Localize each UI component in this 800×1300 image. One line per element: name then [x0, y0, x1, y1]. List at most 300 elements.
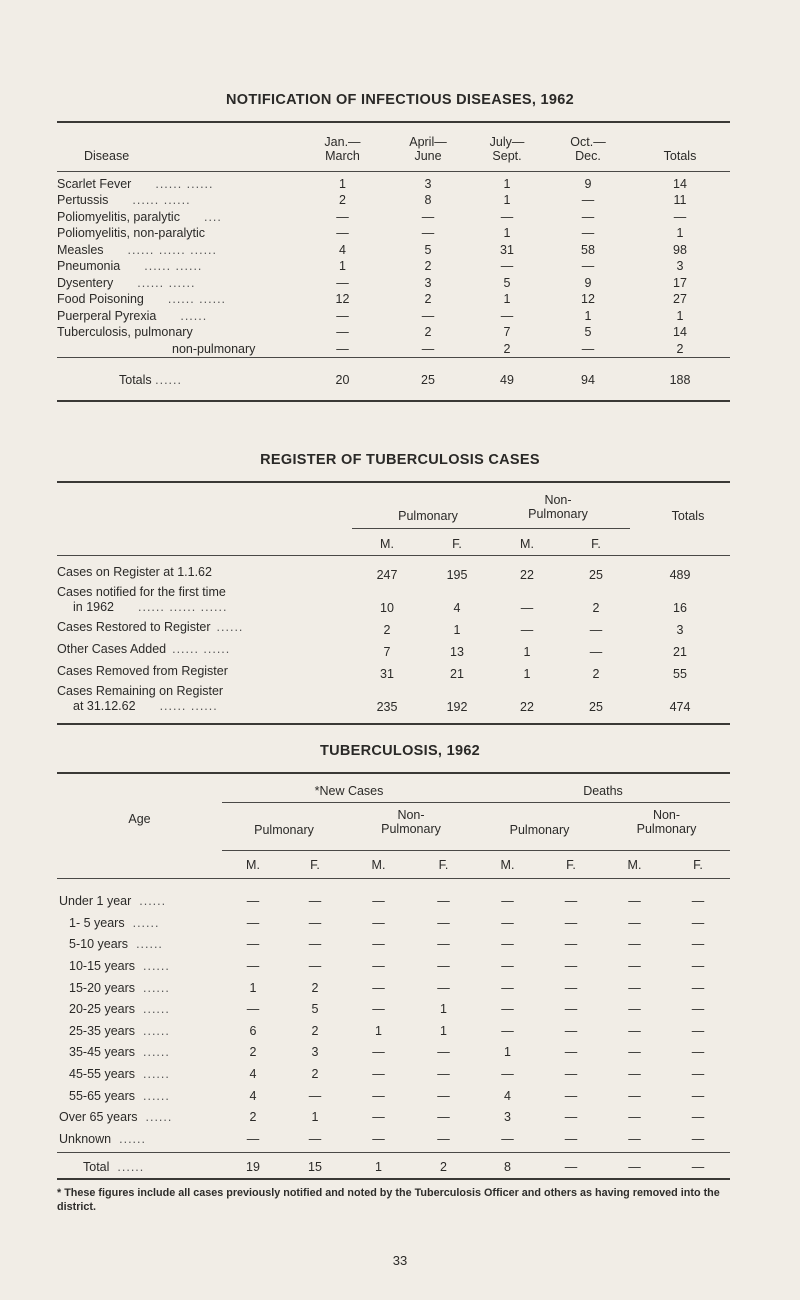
cell-value: 10 [380, 601, 394, 615]
table-row: 25-35 years ...... 6 2 1 1 — — — — [57, 1021, 730, 1043]
cell-value: 8 [504, 1160, 511, 1175]
register-label-cont: at 31.12.62 [73, 698, 136, 713]
cell-value: — [628, 1131, 641, 1146]
cell-value: — [564, 959, 578, 974]
cell-value: 21 [673, 645, 687, 659]
totals-rule [57, 1152, 730, 1153]
cell-value: — [372, 937, 385, 952]
cell-value: — [628, 959, 641, 974]
f-header: F. [566, 858, 576, 872]
cell-value: 4 [249, 1088, 257, 1103]
totals-q2: 25 [421, 373, 435, 387]
cell-value: — [564, 1023, 578, 1038]
cell-value: 1 [503, 292, 511, 307]
table-rule [57, 723, 730, 725]
cell-value: — [564, 980, 578, 995]
cell-value: — [372, 959, 385, 974]
cell-value: — [691, 1110, 705, 1125]
footnote: * These figures include all cases previously notified and noted by the Tuberculosis Officer and others as having removed into the district. [57, 1187, 720, 1213]
cell-value: 3 [504, 1110, 511, 1125]
totals-total: 188 [669, 373, 691, 387]
cell-value: — [501, 1131, 514, 1146]
table-row: Cases Remaining on Register at 31.12.62 ...... ...... 235 192 22 25 474 [57, 682, 730, 715]
table-row: 5-10 years ...... — — — — — — — — [57, 934, 730, 956]
f-header: F. [310, 858, 320, 872]
table-row: Food Poisoning ...... ...... 12 2 1 12 27 [57, 292, 730, 309]
m-header: M. [246, 858, 260, 872]
table-row: Unknown ...... — — — — — — — — [57, 1129, 730, 1151]
cell-value: — [564, 1067, 578, 1082]
cell-value: — [336, 308, 349, 323]
cell-value: 2 [676, 341, 684, 356]
subheader-rule [222, 850, 730, 851]
cell-value: — [308, 915, 322, 930]
cell-value: 489 [669, 568, 691, 582]
table-rule [57, 772, 730, 774]
age-label: 45-55 years [69, 1067, 136, 1082]
cell-value: — [437, 937, 450, 952]
age-label: Over 65 years [59, 1110, 138, 1125]
cell-value: 1 [503, 176, 511, 191]
disease-label: Pertussis [57, 193, 109, 208]
totals-header: Totals [663, 149, 697, 163]
m-header: M. [380, 537, 394, 551]
cell-value: 1 [676, 308, 684, 323]
totals-row: Totals ...... 20 25 49 94 188 [57, 373, 730, 388]
cell-value: — [564, 1131, 578, 1146]
totals-q3: 49 [500, 373, 514, 387]
age-label: 15-20 years [69, 980, 136, 995]
cell-value: — [628, 1160, 641, 1175]
register-label-cont: in 1962 [73, 599, 115, 614]
table-row [57, 226, 730, 243]
cell-value: 2 [249, 1110, 257, 1125]
cell-value: — [501, 937, 514, 952]
totals-rule [57, 357, 730, 358]
disease-label: Puerperal Pyrexia [57, 308, 157, 323]
cell-value: 1 [584, 308, 592, 323]
disease-label: Scarlet Fever [57, 176, 132, 191]
table-row: 55-65 years ...... 4 — — — 4 — — — [57, 1085, 730, 1107]
table-row: Poliomyelitis, paralytic .... — — — — — [57, 209, 730, 226]
cell-value: — [437, 915, 450, 930]
cell-value: 4 [249, 1067, 257, 1082]
cell-value: 7 [383, 645, 391, 659]
cell-value: — [336, 209, 349, 224]
cell-value: — [501, 1067, 514, 1082]
cell-value: 3 [424, 176, 432, 191]
cell-value: 2 [311, 1067, 319, 1082]
cell-value: — [336, 325, 349, 340]
cell-value: 474 [669, 700, 691, 714]
cell-value: — [246, 915, 260, 930]
table-row: 15-20 years ...... 1 2 — — — — — — [57, 977, 730, 999]
cell-value: — [308, 1088, 322, 1103]
cell-value: 2 [339, 193, 346, 208]
cell-value: — [336, 275, 349, 290]
m-header: M. [371, 858, 386, 872]
table-row [57, 325, 730, 342]
cell-value: — [501, 980, 514, 995]
cell-value: 2 [424, 325, 432, 340]
cell-value: 1 [523, 645, 531, 659]
table-row: Dysentery ...... ...... — 3 5 9 17 [57, 275, 730, 292]
cell-value: — [628, 1067, 641, 1082]
cell-value: — [564, 937, 578, 952]
cell-value: 98 [673, 242, 687, 257]
cell-value: 9 [584, 275, 592, 290]
cell-value: — [691, 1088, 705, 1103]
cell-value: — [564, 1088, 578, 1103]
cell-value: — [589, 645, 603, 659]
cell-value: 2 [440, 1160, 447, 1175]
cell-value: 2 [311, 980, 319, 995]
cell-value: — [691, 1002, 705, 1017]
cell-value: — [628, 1088, 641, 1103]
cell-value: — [581, 209, 595, 224]
cell-value: 27 [673, 292, 687, 307]
f-header: F. [693, 858, 703, 872]
cell-value: 31 [380, 667, 394, 681]
cell-value: — [500, 209, 514, 224]
cell-value: — [308, 894, 322, 909]
new-pulmonary-header: Pulmonary [254, 823, 314, 837]
cell-value: 5 [503, 275, 511, 290]
cell-value: 4 [339, 242, 346, 257]
q2-header: April— June [409, 135, 447, 163]
register-nonpulmonary-header: Non- Pulmonary [528, 493, 588, 521]
cell-value: 1 [453, 623, 461, 637]
tuberculosis-title: TUBERCULOSIS, 1962 [319, 743, 481, 759]
cell-value: — [691, 1160, 705, 1175]
deaths-nonpulmonary-header: Non- Pulmonary [636, 808, 697, 836]
subheader-rule [222, 802, 730, 803]
cell-value: 21 [450, 667, 464, 681]
cell-value: 7 [503, 325, 511, 340]
cell-value: — [691, 959, 705, 974]
cell-value: — [564, 1045, 578, 1060]
cell-value: — [581, 341, 595, 356]
cell-value: — [564, 894, 578, 909]
cell-value: 58 [581, 242, 595, 257]
cell-value: — [564, 915, 578, 930]
cell-value: 13 [450, 645, 464, 659]
table-row: Pertussis ...... ...... 2 8 1 — 11 [57, 193, 730, 210]
cell-value: 3 [676, 623, 684, 637]
cell-value: — [336, 226, 349, 241]
age-label: 55-65 years [69, 1088, 136, 1103]
cell-value: 55 [673, 667, 687, 681]
cell-value: 2 [249, 1045, 257, 1060]
age-label: 10-15 years [69, 959, 136, 974]
cell-value: 4 [453, 601, 461, 615]
cell-value: — [246, 937, 260, 952]
disease-label: Tuberculosis, pulmonary [57, 325, 193, 340]
table-rule [57, 400, 730, 402]
cell-value: — [500, 308, 514, 323]
cell-value: — [581, 193, 595, 208]
cell-value: 1 [440, 1002, 447, 1017]
page-number: 33 [392, 1253, 408, 1268]
disease-label: Pneumonia [57, 259, 121, 274]
cell-value: 14 [673, 176, 687, 191]
cell-value: 4 [504, 1088, 511, 1103]
cell-value: — [246, 1002, 260, 1017]
notification-body [57, 176, 730, 358]
cell-value: — [564, 1110, 578, 1125]
table-row: Puerperal Pyrexia ...... — — — 1 1 [57, 308, 730, 325]
register-label: Cases Restored to Register [57, 619, 211, 634]
cell-value: 31 [500, 242, 514, 257]
cell-value: 247 [376, 568, 398, 582]
cell-value: — [372, 1002, 385, 1017]
age-label: 1- 5 years [69, 915, 125, 930]
cell-value: 22 [520, 700, 534, 714]
cell-value: — [520, 601, 534, 615]
table-row: Other Cases Added ...... ...... 7 13 1 — 21 [57, 638, 730, 660]
cell-value: — [246, 959, 260, 974]
cell-value: 1 [503, 193, 511, 208]
table-row: Total ...... 19 15 1 2 8 — — — [57, 1157, 730, 1179]
table-row: Over 65 years ...... 2 1 — — 3 — — — [57, 1107, 730, 1129]
deaths-pulmonary-header: Pulmonary [509, 823, 570, 837]
cell-value: — [500, 259, 514, 274]
cell-value: — [581, 226, 595, 241]
table-row: Scarlet Fever ...... ...... 1 3 1 9 14 [57, 176, 730, 193]
cell-value: 6 [249, 1023, 257, 1038]
disease-header: Disease [84, 149, 130, 163]
table-row [57, 561, 730, 583]
cell-value: 5 [311, 1002, 319, 1017]
cell-value: — [437, 894, 450, 909]
age-label: Total [83, 1160, 110, 1175]
cell-value: 12 [581, 292, 595, 307]
cell-value: — [437, 1131, 450, 1146]
cell-value: — [372, 1088, 385, 1103]
cell-value: — [691, 894, 705, 909]
cell-value: — [336, 341, 349, 356]
f-header: F. [438, 858, 449, 872]
cell-value: 235 [376, 700, 398, 714]
cell-value: — [501, 1023, 514, 1038]
cell-value: — [372, 1131, 385, 1146]
cell-value: 3 [424, 275, 432, 290]
cell-value: — [246, 1131, 260, 1146]
cell-value: 14 [673, 325, 687, 340]
cell-value: — [372, 894, 385, 909]
cell-value: 2 [383, 623, 391, 637]
tuberculosis-total [57, 1157, 730, 1179]
disease-label: non-pulmonary [172, 341, 256, 356]
totals-q1: 20 [335, 373, 350, 387]
cell-value: — [372, 980, 385, 995]
cell-value: — [691, 1023, 705, 1038]
deaths-header: Deaths [583, 784, 623, 798]
cell-value: 1 [249, 980, 257, 995]
age-header: Age [128, 812, 151, 826]
header-rule [57, 878, 730, 879]
cell-value: — [501, 894, 514, 909]
cell-value: — [520, 623, 534, 637]
q3-header: July— Sept. [489, 135, 525, 163]
cell-value: — [691, 915, 705, 930]
cell-value: — [628, 980, 641, 995]
table-row: 1- 5 years ...... — — — — — — — — [57, 913, 730, 935]
cell-value: 1 [504, 1045, 511, 1060]
cell-value: 3 [676, 259, 684, 274]
cell-value: 1 [375, 1160, 382, 1175]
notification-table [57, 127, 730, 163]
cell-value: 15 [308, 1160, 322, 1175]
cell-value: — [421, 226, 435, 241]
cell-value: — [691, 1131, 705, 1146]
cell-value: — [691, 937, 705, 952]
cell-value: 195 [446, 568, 468, 582]
cell-value: 2 [592, 601, 600, 615]
cell-value: 17 [673, 275, 687, 290]
age-label: Under 1 year [59, 894, 132, 909]
cell-value: — [628, 1110, 641, 1125]
table-row: Measles ...... ...... ...... 4 5 31 58 98 [57, 242, 730, 259]
table-row: Under 1 year ...... — — — — — — — — [57, 891, 730, 913]
register-label: Cases notified for the first time [57, 584, 226, 599]
cell-value: 2 [503, 341, 511, 356]
cell-value: — [628, 915, 641, 930]
table-row: Cases Restored to Register ...... 2 1 — — 3 [57, 616, 730, 638]
cell-value: — [691, 1045, 705, 1060]
cell-value: — [421, 308, 435, 323]
cell-value: — [581, 259, 595, 274]
cell-value: — [372, 1045, 385, 1060]
cell-value: — [372, 1067, 385, 1082]
table-row: 10-15 years ...... — — — — — — — — [57, 956, 730, 978]
cell-value: — [308, 1131, 322, 1146]
cell-value: 1 [523, 667, 531, 681]
cell-value: 12 [335, 292, 350, 307]
disease-label: Poliomyelitis, non-paralytic [57, 226, 205, 241]
register-label: Cases Removed from Register [57, 663, 228, 678]
cell-value: 3 [311, 1045, 319, 1060]
cell-value: 2 [311, 1023, 319, 1038]
cell-value: 5 [584, 325, 592, 340]
m-header: M. [627, 858, 642, 872]
new-cases-header: *New Cases [314, 784, 384, 798]
cell-value: 1 [503, 226, 511, 241]
totals-q4: 94 [581, 373, 595, 387]
table-rule [57, 1178, 730, 1180]
age-label: 20-25 years [69, 1002, 136, 1017]
table-row: 20-25 years ...... — 5 — 1 — — — — [57, 999, 730, 1021]
age-label: 25-35 years [69, 1023, 136, 1038]
cell-value: 1 [375, 1023, 382, 1038]
table-row: 35-45 years ...... 2 3 — — 1 — — — [57, 1042, 730, 1064]
register-label: Cases Remaining on Register [57, 683, 224, 698]
cell-value: — [372, 1110, 385, 1125]
m-header: M. [500, 858, 515, 872]
cell-value: — [628, 1002, 641, 1017]
disease-label: Dysentery [57, 275, 114, 290]
cell-value: — [628, 937, 641, 952]
table-row: Pneumonia ...... ...... 1 2 — — 3 [57, 259, 730, 276]
cell-value: — [372, 915, 385, 930]
cell-value: 1 [339, 176, 346, 191]
totals-label: Totals [119, 373, 152, 387]
age-label: 35-45 years [69, 1045, 136, 1060]
cell-value: — [564, 1160, 578, 1175]
age-label: Unknown [59, 1131, 112, 1146]
cell-value: — [501, 915, 514, 930]
cell-value: — [421, 209, 435, 224]
f-header: F. [591, 537, 601, 551]
register-pulmonary-header: Pulmonary [398, 509, 458, 523]
cell-value: 11 [673, 193, 687, 208]
q4-header: Oct.— Dec. [570, 135, 606, 163]
cell-value: — [589, 623, 603, 637]
cell-value: — [421, 341, 435, 356]
subheader-rule [352, 528, 630, 529]
tb-mf-row [222, 858, 730, 872]
cell-value: 1 [311, 1110, 319, 1125]
new-nonpulmonary-header: Non- Pulmonary [381, 808, 441, 836]
q1-header: Jan.— March [324, 135, 361, 163]
notification-title: NOTIFICATION OF INFECTIOUS DISEASES, 1962 [226, 92, 574, 108]
disease-label: Food Poisoning [57, 292, 144, 307]
cell-value: 25 [589, 568, 603, 582]
cell-value: 25 [589, 700, 603, 714]
cell-value: — [437, 1110, 450, 1125]
table-row [57, 341, 730, 358]
tuberculosis-body [57, 891, 730, 1150]
cell-value: 1 [440, 1023, 447, 1038]
cell-value: — [308, 937, 322, 952]
cell-value: — [628, 1023, 641, 1038]
header-rule [57, 171, 730, 172]
m-header: M. [520, 537, 534, 551]
cell-value: 192 [446, 700, 468, 714]
register-body [57, 561, 730, 715]
header-rule [57, 555, 730, 556]
cell-value: 19 [246, 1160, 260, 1175]
f-header: F. [452, 537, 462, 551]
table-rule [57, 121, 730, 123]
register-totals-header: Totals [671, 509, 705, 523]
register-label: Cases on Register at 1.1.62 [57, 564, 212, 579]
cell-value: 8 [424, 193, 432, 208]
cell-value: 22 [520, 568, 534, 582]
cell-value: — [564, 1002, 578, 1017]
cell-value: 5 [424, 242, 432, 257]
age-label: 5-10 years [69, 937, 129, 952]
table-row [57, 660, 730, 682]
cell-value: — [308, 959, 322, 974]
cell-value: — [437, 959, 450, 974]
table-rule [57, 481, 730, 483]
register-title: REGISTER OF TUBERCULOSIS CASES [260, 452, 540, 468]
cell-value: — [691, 1067, 705, 1082]
cell-value: — [501, 959, 514, 974]
cell-value: 1 [676, 226, 684, 241]
cell-value: — [673, 209, 687, 224]
cell-value: 9 [584, 176, 592, 191]
cell-value: 1 [339, 259, 346, 274]
cell-value: — [437, 1088, 450, 1103]
notification-totals [57, 373, 730, 388]
cell-value: — [691, 980, 705, 995]
table-row: Cases notified for the first time in 1962 ...... ...... ...... 10 4 — 2 16 [57, 583, 730, 616]
cell-value: 2 [592, 667, 600, 681]
cell-value: — [628, 1045, 641, 1060]
cell-value: — [437, 1045, 450, 1060]
